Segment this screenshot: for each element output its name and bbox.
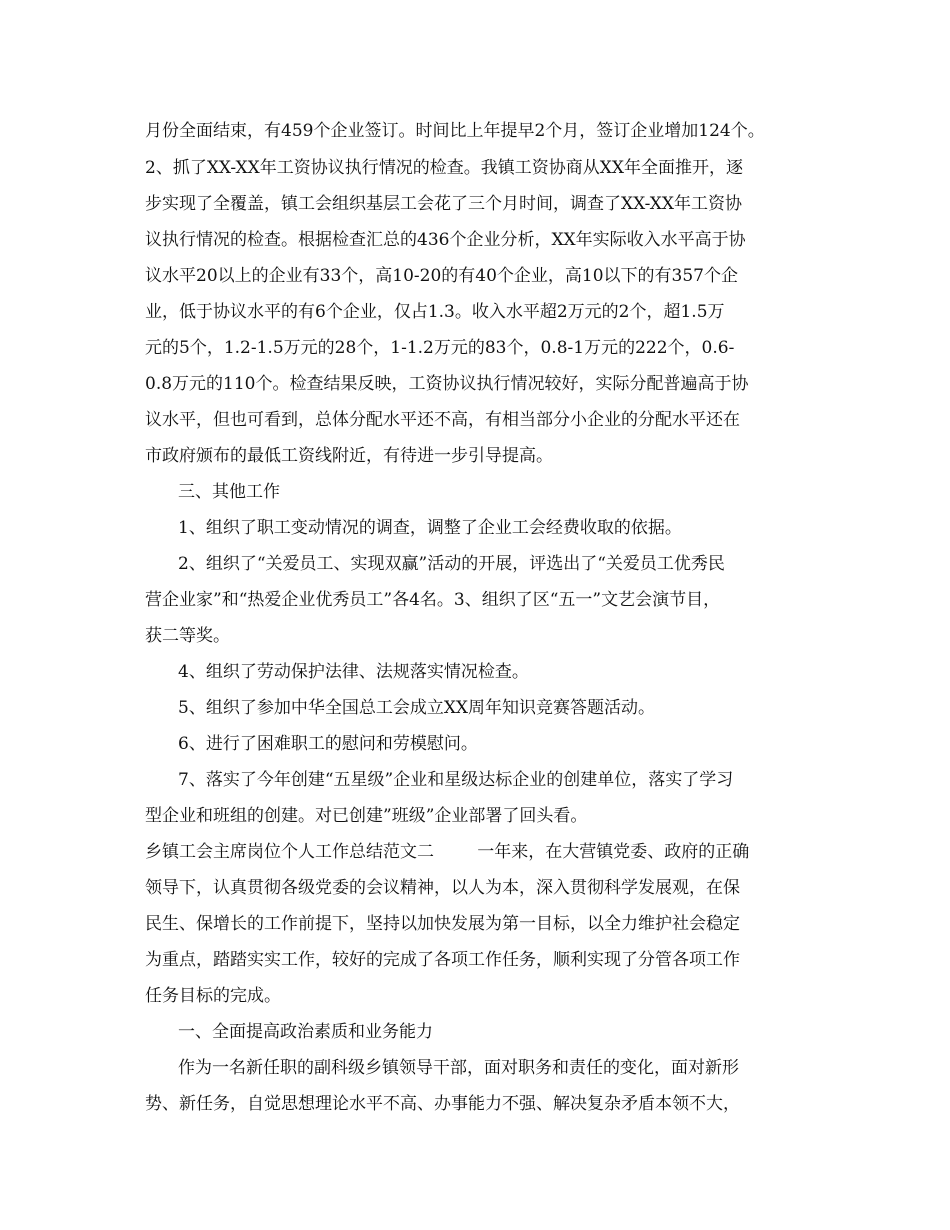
body-line: 作为一名新任职的副科级乡镇领导干部，面对职务和责任的变化，面对新形 — [178, 1058, 739, 1078]
list-item: 4、组织了劳动保护法律、法规落实情况检查。 — [178, 662, 529, 682]
body-line: 营企业家”和“热爱企业优秀员工”各4名。3、组织了区“五一”文艺会演节目， — [145, 590, 721, 610]
body-line: 领导下，认真贯彻各级党委的会议精神，以人为本，深入贯彻科学发展观，在保 — [145, 878, 740, 898]
body-line: 势、新任务，自觉思想理论水平不高、办事能力不强、解决复杂矛盾本领不大， — [145, 1094, 740, 1114]
body-line: 任务目标的完成。 — [145, 986, 281, 1006]
body-line: 市政府颁布的最低工资线附近，有待进一步引导提高。 — [145, 446, 553, 466]
body-line: 步实现了全覆盖，镇工会组织基层工会花了三个月时间，调查了XX-XX年工资协 — [145, 194, 742, 214]
list-item: 6、进行了困难职工的慰问和劳模慰问。 — [178, 734, 478, 754]
body-line: 议执行情况的检查。根据检查汇总的436个企业分析，XX年实际收入水平高于协 — [145, 230, 746, 250]
body-line: 民生、保增长的工作前提下，坚持以加快发展为第一目标，以全力维护社会稳定 — [145, 914, 740, 934]
body-line: 元的5个，1.2-1.5万元的28个，1-1.2万元的83个，0.8-1万元的222个，0.6- — [145, 338, 735, 358]
body-line: 业，低于协议水平的有6个企业，仅占1.3。收入水平超2万元的2个，超1.5万 — [145, 302, 725, 322]
document-title-line: 乡镇工会主席岗位个人工作总结范文二 一年来，在大营镇党委、政府的正确 — [145, 842, 750, 862]
body-line: 0.8万元的110个。检查结果反映，工资协议执行情况较好，实际分配普遍高于协 — [145, 374, 749, 394]
list-item: 2、组织了“关爱员工、实现双赢”活动的开展，评选出了“关爱员工优秀民 — [178, 554, 725, 574]
list-item: 1、组织了职工变动情况的调查，调整了企业工会经费收取的依据。 — [178, 518, 682, 538]
section-heading: 三、其他工作 — [178, 482, 280, 502]
list-item: 5、组织了参加中华全国总工会成立XX周年知识竞赛答题活动。 — [178, 698, 656, 718]
body-line: 为重点，踏踏实实工作，较好的完成了各项工作任务，顺利实现了分管各项工作 — [145, 950, 740, 970]
section-heading: 一、全面提高政治素质和业务能力 — [178, 1022, 433, 1042]
list-item: 7、落实了今年创建“五星级”企业和星级达标企业的创建单位，落实了学习 — [178, 770, 734, 790]
body-line: 2、抓了XX-XX年工资协议执行情况的检查。我镇工资协商从XX年全面推开，逐 — [145, 158, 743, 178]
body-line: 议水平，但也可看到，总体分配水平还不高，有相当部分小企业的分配水平还在 — [145, 410, 740, 430]
body-line: 型企业和班组的创建。对已创建”班级”企业部署了回头看。 — [145, 806, 588, 826]
body-line: 获二等奖。 — [145, 626, 230, 646]
body-line: 月份全面结束，有459个企业签订。时间比上年提早2个月，签订企业增加124个。 — [145, 121, 765, 141]
body-line: 议水平20以上的企业有33个，高10-20的有40个企业，高10以下的有357个企 — [145, 266, 738, 286]
